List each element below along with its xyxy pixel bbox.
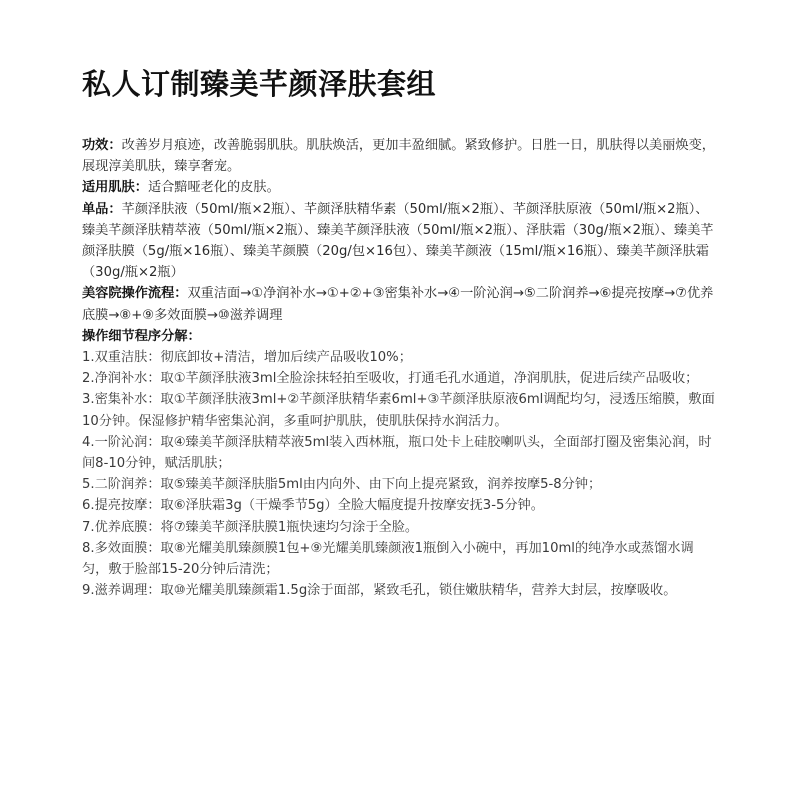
efficacy-text: 改善岁月痕迹，改善脆弱肌肤。肌肤焕活，更加丰盈细腻。紧致修护。日胜一日，肌肤得以美丽焕变，展现淳美肌肤，臻享奢宠。 bbox=[82, 138, 715, 175]
products-text: 芊颜泽肤液（50ml/瓶×2瓶）、芊颜泽肤精华素（50ml/瓶×2瓶）、芊颜泽肤原液（50ml/瓶×2瓶）、臻美芊颜泽肤精萃液（50ml/瓶×2瓶）、臻美芊颜泽肤液（50ml/瓶×2瓶）、泽肤霜（30g/瓶×2瓶）、臻美芊颜泽肤膜（5g/瓶×16瓶）、臻美芊颜膜（20g/包×16包）、臻美芊颜液（15ml/瓶×16瓶）、臻美芊颜泽肤霜（30g/瓶×2瓶） bbox=[82, 201, 714, 281]
products-label: 单品： bbox=[82, 201, 122, 217]
suitable-skin-paragraph bbox=[82, 177, 718, 198]
salon-process-label: 美容院操作流程： bbox=[82, 286, 188, 302]
step-item: 8.多效面膜：取⑧光耀美肌臻颜膜1包+⑨光耀美肌臻颜液1瓶倒入小碗中，再加10ml的纯净水或蒸馏水调匀，敷于脸部15-20分钟后清洗； bbox=[82, 540, 694, 578]
step-item: 2.净润补水：取①芊颜泽肤液3ml全脸涂抹轻拍至吸收，打通毛孔水通道，净润肌肤，促进后续产品吸收； bbox=[82, 371, 699, 387]
salon-process-text: 双重洁面→①净润补水→①+②+③密集补水→④一阶沁润→⑤二阶润养→⑥提亮按摩→⑦优养底膜→⑧+⑨多效面膜→⑩滋养调理 bbox=[82, 286, 714, 323]
page-title: 私人订制臻美芊颜泽肤套组 bbox=[82, 67, 437, 101]
suitable-skin-label: 适用肌肤： bbox=[82, 180, 148, 196]
step-item: 3.密集补水：取①芊颜泽肤液3ml+②芊颜泽肤精华素6ml+③芊颜泽肤原液6ml调配均匀，浸透压缩膜，敷面10分钟。保湿修护精华密集沁润，多重呵护肌肤，使肌肤保持水润活力。 bbox=[82, 392, 715, 429]
step-item: 4.一阶沁润：取④臻美芊颜泽肤精萃液5ml装入西林瓶，瓶口处卡上硅胶喇叭头，全面部打圈及密集沁润，时间8-10分钟，赋活肌肤； bbox=[82, 434, 712, 472]
steps-heading: 操作细节程序分解： bbox=[82, 328, 201, 344]
efficacy-paragraph bbox=[82, 135, 718, 177]
step-item: 6.提亮按摩：取⑥泽肤霜3g（干燥季节5g）全脸大幅度提升按摩安抚3-5分钟。 bbox=[82, 498, 544, 514]
step-item: 9.滋养调理：取⑩光耀美肌臻颜霜1.5g涂于面部，紧致毛孔，锁住嫩肤精华，营养大封层，按摩吸收。 bbox=[82, 583, 677, 599]
products-paragraph bbox=[82, 199, 718, 284]
efficacy-label: 功效： bbox=[82, 138, 122, 153]
suitable-skin-text: 适合黯哑老化的皮肤。 bbox=[147, 180, 280, 196]
step-item: 7.优养底膜：将⑦臻美芊颜泽肤膜1瓶快速均匀涂于全脸。 bbox=[82, 519, 419, 535]
step-item: 5.二阶润养：取⑤臻美芊颜泽肤脂5ml由内向外、由下向上提亮紧致，润养按摩5-8分钟； bbox=[82, 477, 602, 493]
salon-process-paragraph bbox=[82, 283, 718, 325]
document-body bbox=[82, 135, 718, 601]
step-item: 1.双重洁肤：彻底卸妆+清洁，增加后续产品吸收10%； bbox=[82, 350, 412, 366]
